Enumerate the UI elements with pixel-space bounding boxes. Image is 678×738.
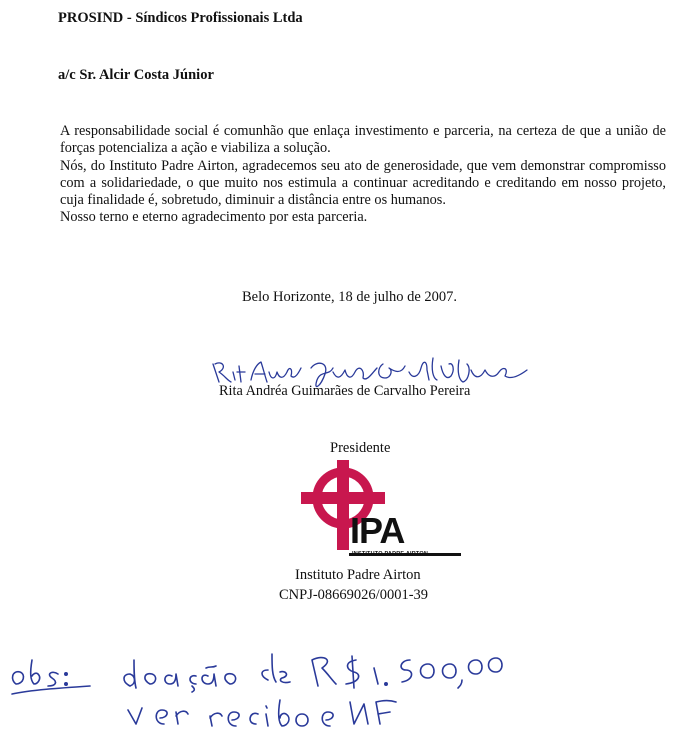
attention-line: a/c Sr. Alcir Costa Júnior: [58, 67, 214, 83]
paragraph-1: A responsabilidade social é comunhão que enlaça investimento e parceria, na certeza de que a união de forças potencializa a ação e viabiliza a solução.: [60, 123, 666, 157]
place-date: Belo Horizonte, 18 de julho de 2007.: [242, 289, 458, 305]
letter-body: [60, 123, 666, 227]
organization-name: Instituto Padre Airton: [295, 567, 421, 583]
handwritten-note-icon: [0, 630, 678, 738]
recipient-heading: PROSIND - Síndicos Profissionais Ltda: [58, 10, 303, 26]
paragraph-2: Nós, do Instituto Padre Airton, agradecemos seu ato de generosidade, que vem demonstrar compromisso com a solidariedade, o que muito nos estimula a continuar acreditando e creditando em nosso projeto, cuja finalidade é, sobretudo, diminuir a distância entre os humanos.: [60, 157, 666, 209]
paragraph-3: Nosso terno e eterno agradecimento por esta parceria.: [60, 209, 368, 226]
cnpj-number: CNPJ-08669026/0001-39: [279, 587, 429, 603]
signer-name: Rita Andréa Guimarães de Carvalho Pereira: [219, 383, 471, 399]
logo-acronym: IPA: [350, 510, 405, 551]
logo-subtitle: INSTITUTO PADRE AIRTON: [352, 551, 429, 557]
signer-role: Presidente: [330, 440, 391, 456]
